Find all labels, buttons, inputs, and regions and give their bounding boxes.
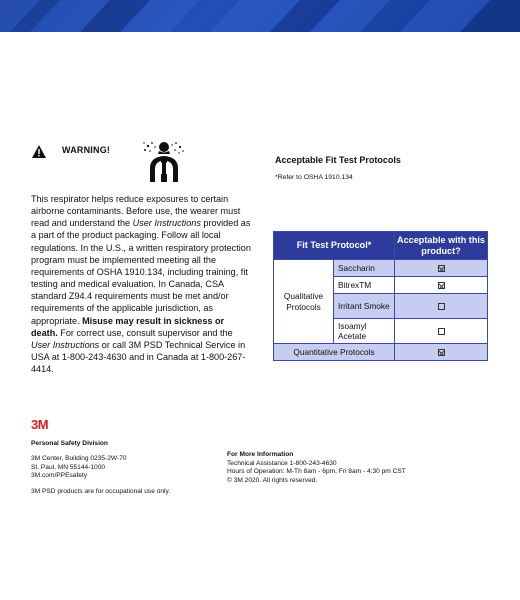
address-line: St. Paul, MN 55144-1000	[31, 463, 106, 471]
col-protocol-header: Fit Test Protocol*	[274, 232, 395, 260]
warning-body	[31, 193, 253, 375]
banner-pattern	[0, 0, 520, 32]
user-instructions-ref-1: User Instructions	[132, 218, 201, 229]
info-heading: For More Information	[227, 451, 294, 458]
technical-assistance-phone: Technical Assistance 1-800-243-4630	[227, 459, 337, 467]
acceptable-cell	[395, 260, 488, 277]
protocol-name: Saccharin	[334, 260, 395, 277]
protocol-name: BitrexTM	[334, 277, 395, 294]
qualitative-label: Qualitative Protocols	[274, 260, 334, 344]
warning-header	[32, 138, 202, 184]
address-line: 3M Center, Building 0235-2W-70	[31, 455, 127, 462]
warning-triangle-icon	[32, 145, 46, 158]
acceptable-cell	[395, 294, 488, 319]
address-block	[31, 455, 127, 481]
checkbox-unchecked-icon	[438, 328, 445, 335]
warning-text-1: This respirator helps reduce exposures to certain airborne contaminants. Before use, the wearer must read and understand the	[31, 194, 241, 229]
fit-test-table	[273, 231, 488, 361]
quantitative-label: Quantitative Protocols	[274, 344, 395, 361]
acceptable-cell	[395, 319, 488, 344]
warning-text-3: For correct use, consult supervisor and the	[57, 327, 233, 338]
acceptable-cell	[395, 344, 488, 361]
checkbox-unchecked-icon	[438, 303, 445, 310]
3m-logo: 3M	[31, 417, 49, 432]
respirator-lungs-icon	[136, 138, 192, 182]
user-instructions-ref-2: User Instructions	[31, 339, 100, 350]
col-acceptable-header: Acceptable with this product?	[395, 232, 488, 260]
division-name: Personal Safety Division	[31, 440, 108, 447]
header-banner	[0, 0, 520, 32]
fit-test-note: *Refer to OSHA 1910.134	[275, 174, 353, 181]
checkbox-checked-icon	[438, 349, 445, 356]
occupational-use-note: 3M PSD products are for occupational use only.	[31, 488, 171, 495]
protocol-name: Isoamyl Acetate	[334, 319, 395, 344]
table-row	[274, 260, 488, 277]
misuse-warning: Misuse may result in sickness or death.	[31, 315, 225, 338]
protocol-name: Irritant Smoke	[334, 294, 395, 319]
contact-info-block	[227, 451, 406, 485]
checkbox-checked-icon	[438, 282, 445, 289]
table-header-row	[274, 232, 488, 260]
hours-of-operation: Hours of Operation: M-Th 8am - 6pm, Fri 8am - 4:30 pm CST	[227, 468, 406, 476]
table-row	[274, 344, 488, 361]
warning-label: WARNING!	[62, 145, 111, 155]
checkbox-checked-icon	[438, 265, 445, 272]
fit-test-title: Acceptable Fit Test Protocols	[275, 155, 401, 165]
warning-text-2: provided as a part of the product packaging. Follow all local regulations. In the U.S., a written respiratory protection program must be implemented meeting all the requirements of OSHA 1910.134, including training, fit testing and medical evaluation. In Canada, CSA standard Z94.4 requirements must be met and/or requirements of the applicable jurisdiction, as appropriate.	[31, 218, 251, 326]
warning-text-4: or call 3M PSD Technical Service in USA at 1-800-243-4630 and in Canada at 1-800-267-4414.	[31, 339, 246, 375]
website-link[interactable]: 3M.com/PPEsafety	[31, 472, 88, 480]
copyright: © 3M 2020. All rights reserved.	[227, 476, 318, 484]
acceptable-cell	[395, 277, 488, 294]
